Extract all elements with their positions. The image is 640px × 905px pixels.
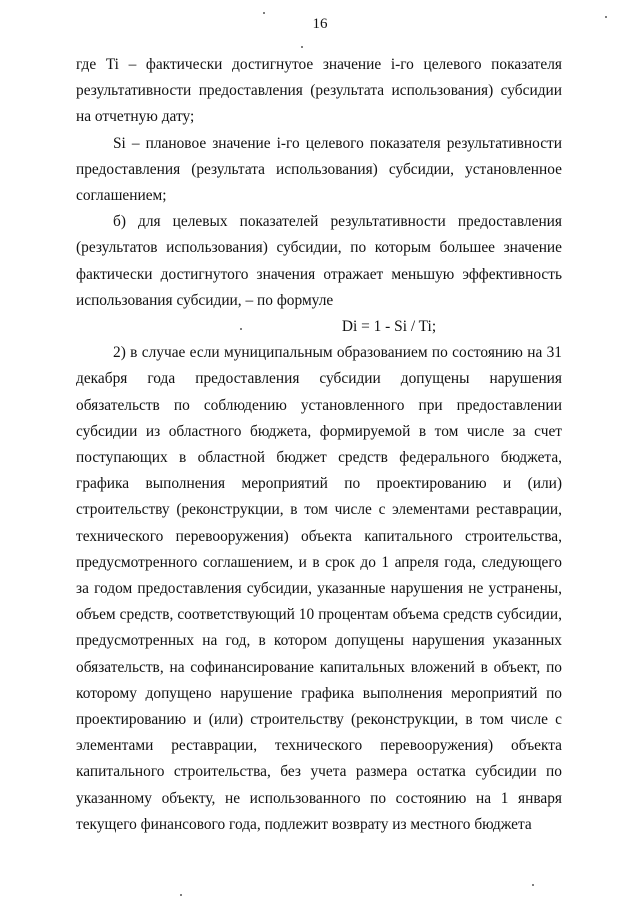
scan-speck (180, 894, 182, 896)
paragraph-b-formula-intro: б) для целевых показателей результативности предоставления (результатов использования) субсидии, по которым большее значение фактически достигнутого значения отражает меньшую эффективность использования субсидии, – по формуле (76, 213, 562, 309)
scan-speck (605, 16, 607, 18)
scan-speck (301, 46, 303, 48)
page-number: 16 (312, 16, 328, 32)
scan-speck (240, 328, 242, 330)
paragraph-si-definition: Si – плановое значение i-го целевого показателя результативности предоставления (результата использования) субсидии, установленное соглашением; (76, 134, 562, 205)
scan-speck (263, 12, 265, 14)
paragraph-ti-definition: где Ti – фактически достигнутое значение i-го целевого показателя результативности предоставления (результата использования) субсидии на отчетную дату; (76, 56, 562, 126)
document-body (76, 52, 562, 838)
formula-di: Di = 1 - Si / Ti; (341, 318, 437, 336)
scan-speck (532, 884, 534, 886)
paragraph-2-violations: 2) в случае если муниципальным образованием по состоянию на 31 декабря года предоставления субсидии допущены нарушения обязательств по соблюдению установленного при предоставлении субсидии из областного бюджета, формируемой в том числе за счет поступающих в областной бюджет средств федерального бюджета, графика выполнения мероприятий по проектированию и (или) строительству (реконструкции, в том числе с элементами реставрации, технического перевооружения) объекта капитального строительства, предусмотренного соглашением, и в срок до 1 апреля года, следующего за годом предоставления субсидии, указанные нарушения не устранены, объем средств, соответствующий 10 процентам объема средств субсидии, предусмотренных на год, в котором допущены нарушения указанных обязательств, на софинансирование капитальных вложений в объект, по которому допущено нарушение графика выполнения мероприятий по проектированию и (или) строительству (реконструкции, в том числе с элементами реставрации, технического перевооружения) объекта капитального строительства, без учета размера остатка субсидии по указанному объекту, не использованного по состоянию на 1 января текущего финансового года, подлежит возврату из местного бюджета (76, 344, 562, 833)
